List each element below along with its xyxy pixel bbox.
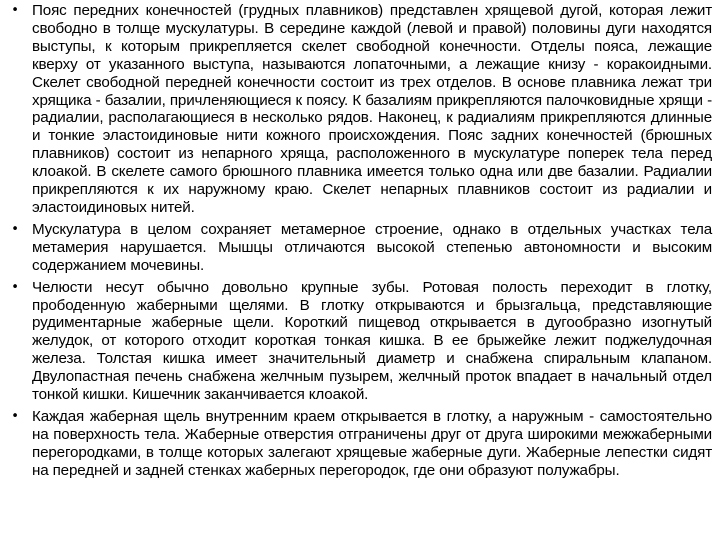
- list-item: [8, 2, 712, 217]
- paragraph-text: Каждая жаберная щель внутренним краем открывается в глотку, а наружным - самостоятельно на поверхность тела. Жаберные отверстия отграничены друг от друга широкими межжаберными перегородками, в толще которых залегают хрящевые жаберные дуги. Жаберные лепестки сидят на передней и задней стенках жаберных перегородок, где они образуют полужабры.: [32, 407, 712, 479]
- list-item: [8, 279, 712, 404]
- bullet-icon: •: [11, 408, 19, 424]
- paragraph-text: Пояс передних конечностей (грудных плавников) представлен хрящевой дугой, которая лежит свободно в толще мускулатуры. В середине каждой (левой и правой) половины дуги находятся выступы, к которым прикрепляется скелет свободной конечности. Отделы пояса, лежащие кверху от указанного выступа, называются лопаточными, а лежащие книзу - коракоидными. Скелет свободной передней конечности состоит из трех отделов. В основе плавника лежат три хрящика - базалии, причленяющиеся к поясу. К базалиям прикрепляются палочковидные хрящи - радиалии, располагающиеся в несколько рядов. Наконец, к радиалиям прикрепляются длинные и тонкие эластоидиновые нити кожного происхождения. Пояс задних конечностей (брюшных плавников) состоит из непарного хряща, расположенного в мускулатуре поперек тела перед клоакой. В скелете самого брюшного плавника имеется только одна или две базалии. Радиалии прикрепляются к их наружному краю. Скелет непарных плавников состоит из радиалии и эластоидиновых нитей.: [32, 2, 712, 216]
- bullet-icon: •: [11, 3, 19, 18]
- paragraph-text: Челюсти несут обычно довольно крупные зубы. Ротовая полость переходит в глотку, прободенную жаберными щелями. В глотку открываются и брызгальца, представляющие рудиментарные жаберные щели. Короткий пищевод открывается в дугообразно изогнутый желудок, от которого отходит короткая тонкая кишка. В ее брыжейке лежит поджелудочная железа. Толстая кишка имеет значительный диаметр и снабжена спиральным клапаном. Двулопастная печень снабжена желчным пузырем, желчный проток впадает в начальный отдел тонкой кишки. Кишечник заканчивается клоакой.: [32, 278, 712, 404]
- list-item: [8, 221, 712, 275]
- bullet-icon: •: [11, 279, 19, 295]
- bullet-icon: •: [11, 221, 19, 237]
- list-item: [8, 408, 712, 480]
- paragraph-text: Мускулатура в целом сохраняет метамерное строение, однако в отдельных участках тела метамерия нарушается. Мышцы отличаются высокой степенью автономности и высоким содержанием мочевины.: [32, 220, 712, 274]
- bullet-list: [8, 2, 712, 484]
